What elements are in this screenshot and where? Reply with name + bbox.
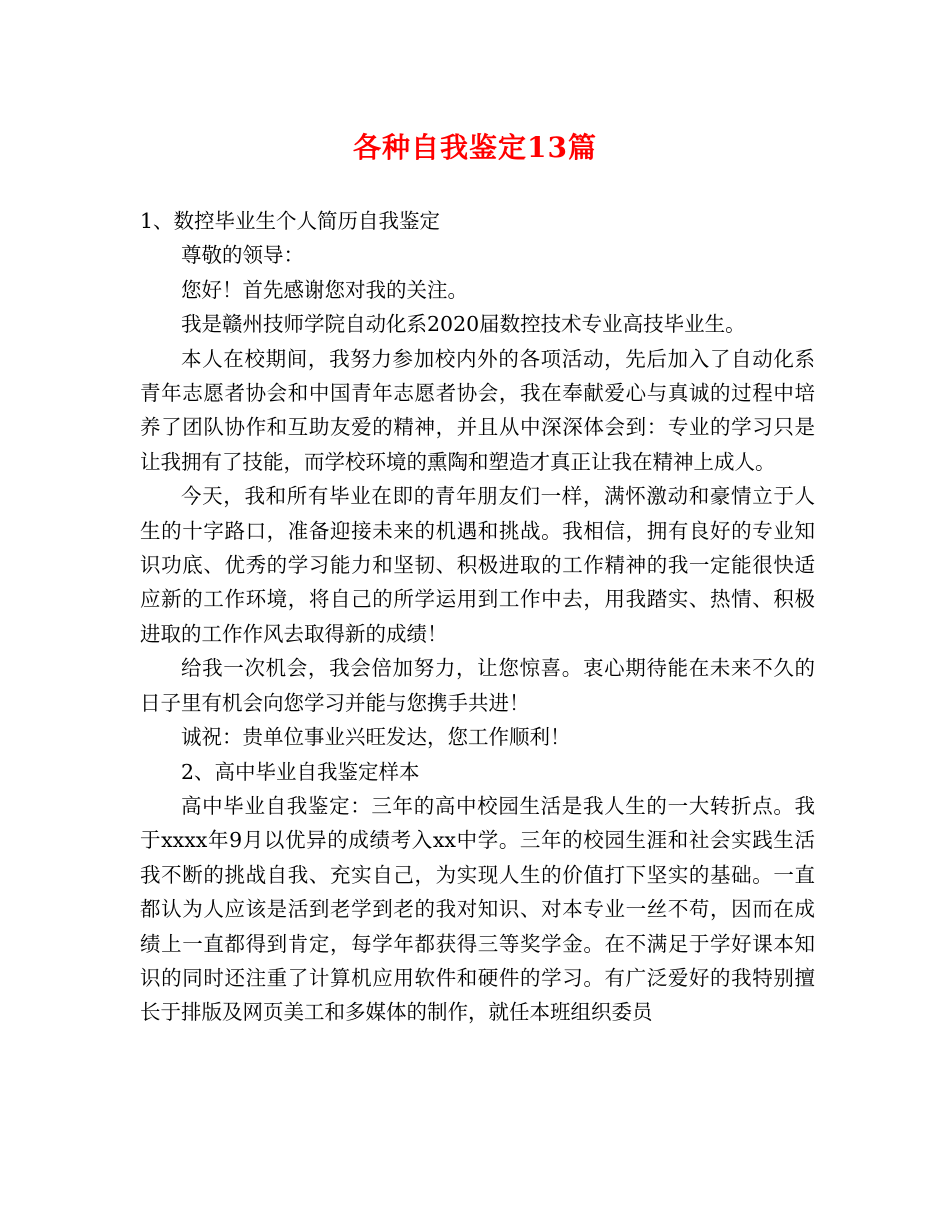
closing-wishes: 诚祝：贵单位事业兴旺发达，您工作顺利！ <box>181 725 571 750</box>
document-body <box>140 204 815 1030</box>
section-heading-1: 1、数控毕业生个人简历自我鉴定 <box>140 209 441 233</box>
section-heading-2: 2、高中毕业自我鉴定样本 <box>181 759 420 784</box>
greeting-paragraph: 您好！首先感谢您对我的关注。 <box>181 277 468 302</box>
request-paragraph: 给我一次机会，我会倍加努力，让您惊喜。衷心期待能在未来不久的日子里有机会向您学习并能与您携手共进！ <box>140 656 815 715</box>
highschool-paragraph: 高中毕业自我鉴定：三年的高中校园生活是我人生的一大转折点。我于xxxx年9月以优异的成绩考入xx中学。三年的校园生涯和社会实践生活我不断的挑战自我、充实自己，为实现人生的价值打下坚实的基础。一直都认为人应该是活到老学到老的我对知识、对本专业一丝不苟，因而在成绩上一直都得到肯定，每学年都获得三等奖学金。在不满足于学好课本知识的同时还注重了计算机应用软件和硬件的学习。有广泛爱好的我特别擅长于排版及网页美工和多媒体的制作，就任本班组织委员 <box>140 793 815 1025</box>
school-activities-paragraph: 本人在校期间，我努力参加校内外的各项活动，先后加入了自动化系青年志愿者协会和中国青年志愿者协会，我在奉献爱心与真诚的过程中培养了团队协作和互助友爱的精神，并且从中深深体会到：专业的学习只是让我拥有了技能，而学校环境的熏陶和塑造才真正让我在精神上成人。 <box>140 346 815 474</box>
salutation: 尊敬的领导： <box>181 243 304 268</box>
intro-paragraph: 我是赣州技师学院自动化系2020届数控技术专业高技毕业生。 <box>181 312 746 337</box>
document-title: 各种自我鉴定13篇 <box>353 131 597 164</box>
future-paragraph: 今天，我和所有毕业在即的青年朋友们一样，满怀激动和豪情立于人生的十字路口，准备迎接未来的机遇和挑战。我相信，拥有良好的专业知识功底、优秀的学习能力和坚韧、积极进取的工作精神的我一定能很快适应新的工作环境，将自己的所学运用到工作中去，用我踏实、热情、积极进取的工作作风去取得新的成绩！ <box>140 484 815 646</box>
